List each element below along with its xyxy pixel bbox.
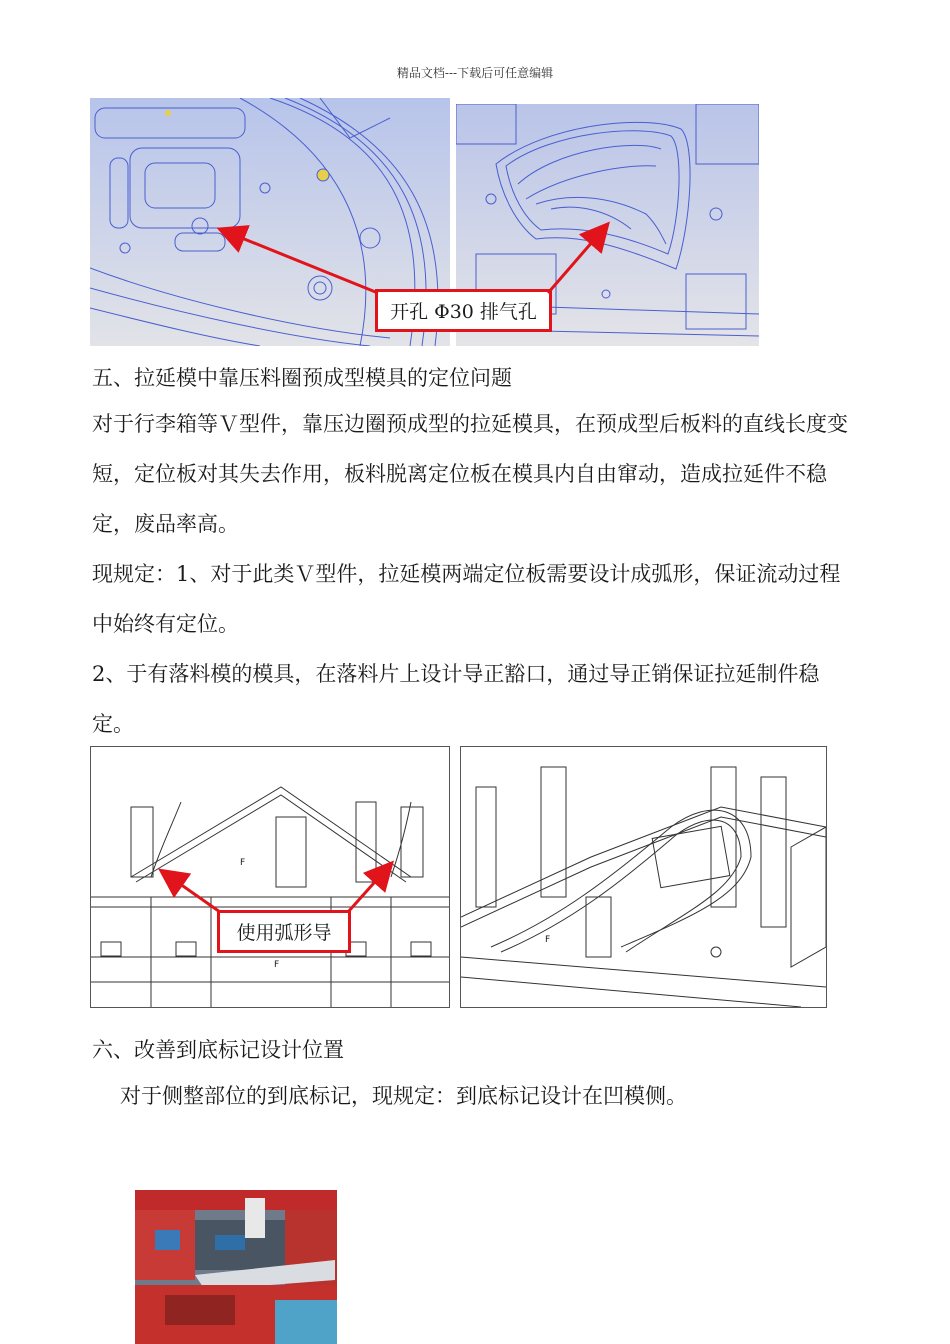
arrow-left-2 — [163, 872, 220, 912]
f-mark-1: F — [240, 858, 246, 868]
die-photo — [135, 1190, 337, 1344]
section6-heading: 六、改善到底标记设计位置 — [92, 1038, 344, 1062]
section6-paragraph-1: 对于侧整部位的到底标记，现规定：到底标记设计在凹模侧。 — [120, 1084, 687, 1108]
section5-paragraph-2: 现规定：1、对于此类Ｖ型件，拉延模两端定位板需要设计成弧形，保证流动过程中始终有定位。 — [92, 562, 841, 636]
header-note: 精品文档---下载后可任意编辑 — [396, 66, 554, 80]
f-mark-2: F — [274, 960, 280, 970]
section5-heading: 五、拉延模中靠压料圈预成型模具的定位问题 — [92, 366, 512, 390]
f-mark-3: F — [545, 935, 551, 945]
section5-paragraph-1: 对于行李箱等Ｖ型件，靠压边圈预成型的拉延模具，在预成型后板料的直线长度变短，定位板对其失去作用，板料脱离定位板在模具内自由窜动，造成拉延件不稳定，废品率高。 — [92, 412, 848, 536]
figure1-callout-text: 开孔 Φ30 排气孔 — [390, 301, 537, 323]
arrow-right-2 — [348, 865, 390, 912]
section5-paragraph-3: 2、于有落料模的模具，在落料片上设计导正豁口，通过导正销保证拉延制件稳定。 — [92, 662, 820, 736]
figure2-callout-text: 使用弧形导 — [236, 922, 332, 944]
